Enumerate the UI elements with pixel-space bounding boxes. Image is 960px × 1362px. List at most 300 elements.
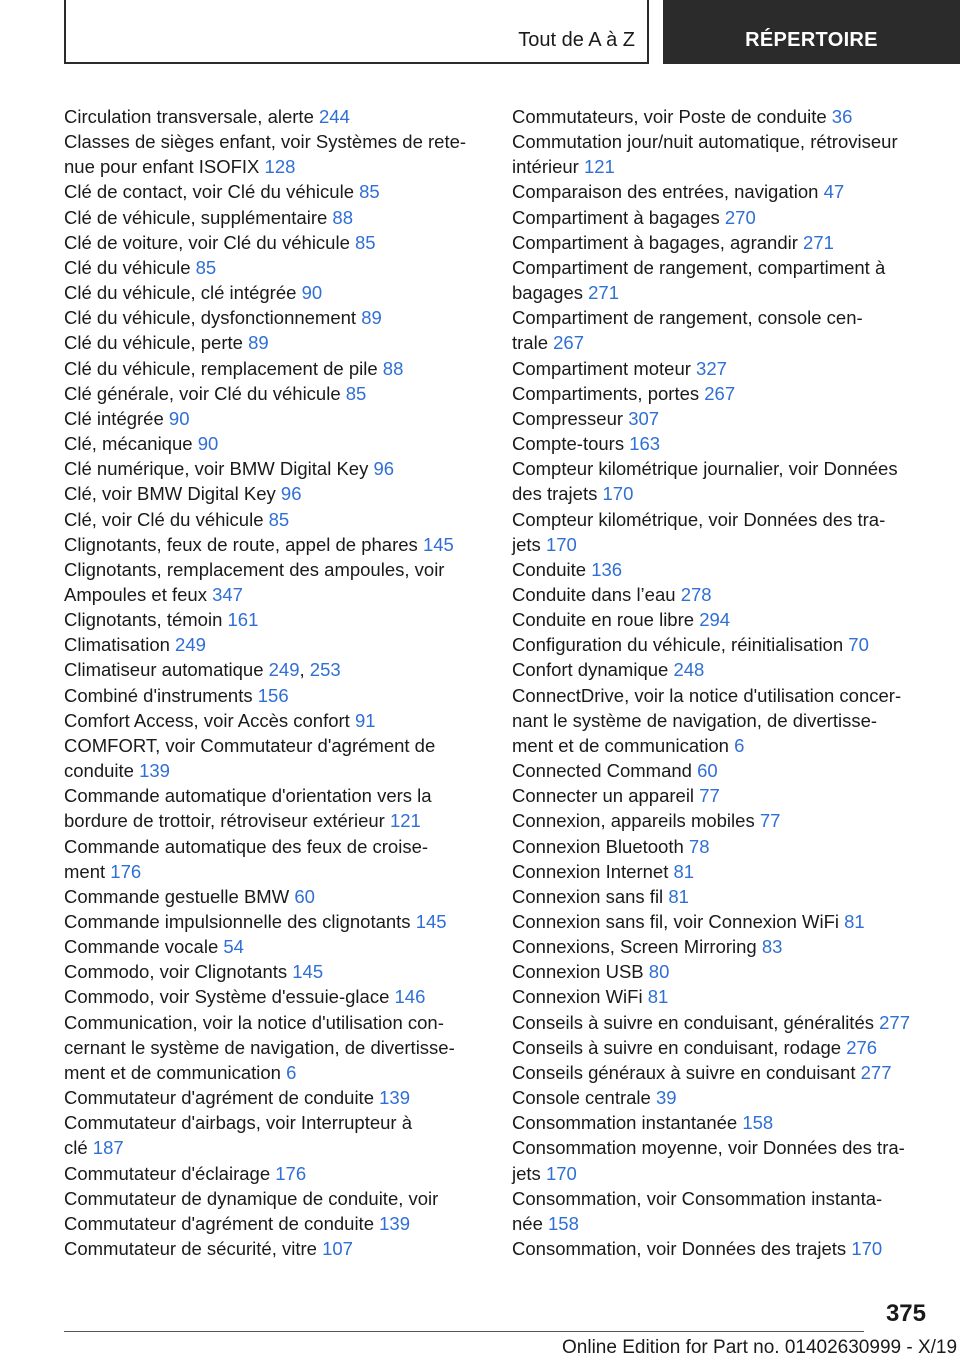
index-entry (64, 708, 482, 733)
index-entry-text: Clé du véhicule, clé intégrée (64, 282, 297, 304)
index-entry-text: Connexion Bluetooth (512, 835, 684, 857)
edition-footer: Online Edition for Part no. 01402630999 - X/19 (562, 1337, 958, 1358)
index-entry-line (512, 607, 932, 632)
index-entry (64, 934, 482, 959)
page-reference-link[interactable]: 145 (292, 961, 324, 983)
index-entry-line (512, 1236, 932, 1261)
index-entry-text: Conseils généraux à suivre en conduisant (512, 1061, 856, 1083)
page-reference-link[interactable]: 158 (742, 1112, 774, 1134)
index-entry-text: Compartiment moteur (512, 357, 691, 379)
index-entry-line (64, 456, 482, 481)
index-entry (512, 104, 932, 129)
index-entry-text: Conduite dans l’eau (512, 583, 676, 605)
index-entry-text: Circulation transversale, alerte (64, 106, 314, 127)
page-reference-link[interactable]: 170 (545, 1162, 577, 1184)
page-reference-link[interactable]: 81 (647, 986, 669, 1008)
index-entry-text: Commutateurs, voir Poste de conduite (512, 106, 827, 127)
index-entry-text: Connexion sans fil, voir Connexion WiFi (512, 911, 839, 932)
page-reference-link[interactable]: 60 (294, 885, 315, 907)
index-entry-text: Commutateur d'airbags, voir Interrupteur à (64, 1112, 412, 1134)
index-entry-text: Consommation, voir Données des trajets (512, 1238, 847, 1260)
index-entry-line (64, 305, 482, 330)
page-reference-link[interactable]: 176 (275, 1162, 307, 1184)
page-reference-link[interactable]: 158 (548, 1212, 579, 1234)
index-entry-text: Clé de véhicule, supplémentaire (64, 206, 328, 228)
index-entry-text: nue pour enfant ISOFIX (64, 156, 260, 178)
index-entry-line (64, 481, 482, 506)
index-entry-line (64, 255, 482, 280)
index-entry-line (512, 205, 932, 230)
index-entry (512, 834, 932, 859)
index-entry-text: Clé, mécanique (64, 433, 193, 455)
index-entry-text: Connexion WiFi (512, 986, 643, 1008)
page-reference-link[interactable]: 85 (195, 256, 217, 278)
index-entry-text: Climatiseur automatique (64, 659, 264, 681)
index-entry-text: trale (512, 332, 548, 354)
page-reference-link[interactable]: 80 (648, 961, 670, 983)
index-entry-line (64, 808, 482, 833)
index-entry-text: bordure de trottoir, rétroviseur extérieur (64, 810, 385, 832)
index-entry-text: Commutateur de sécurité, vitre (64, 1238, 317, 1260)
index-entry-line (512, 758, 932, 783)
index-entry (64, 456, 482, 481)
page-reference-link[interactable]: 96 (280, 483, 302, 505)
index-entry-line (512, 808, 932, 833)
page-reference-link[interactable]: 347 (212, 583, 243, 605)
index-entry-text: née (512, 1212, 543, 1234)
index-entry (64, 632, 482, 657)
index-column-left (64, 104, 482, 1261)
index-entry (64, 783, 482, 833)
index-entry-text: Compartiment à bagages, agrandir (512, 231, 798, 253)
page-reference-link[interactable]: 6 (286, 1061, 297, 1083)
index-entry-text: Clé de contact, voir Clé du véhicule (64, 181, 354, 203)
index-entry (64, 381, 482, 406)
index-entry-line (64, 1035, 482, 1060)
index-entry-text: Commutateur de dynamique de conduite, voir (64, 1187, 439, 1209)
index-entry (64, 179, 482, 204)
index-entry-line (64, 834, 482, 859)
page-reference-link[interactable]: 77 (699, 785, 720, 807)
index-entry (64, 984, 482, 1009)
page-reference-link[interactable]: 271 (803, 231, 834, 253)
index-entry-text: Commutateur d'éclairage (64, 1162, 271, 1184)
header-section-box (64, 0, 649, 64)
page-reference-link[interactable]: 88 (332, 206, 353, 228)
index-entry-text: Clé du véhicule, remplacement de pile (64, 357, 378, 379)
page-reference-link[interactable]: 156 (257, 684, 289, 706)
index-entry-line (64, 909, 482, 934)
page-reference-link[interactable]: 91 (354, 709, 376, 731)
index-entry-text: Compte-tours (512, 433, 625, 455)
index-entry-text: Clé de voiture, voir Clé du véhicule (64, 231, 350, 253)
index-entry-text: ConnectDrive, voir la notice d'utilisation concer- (512, 684, 902, 706)
page-reference-link[interactable]: 81 (673, 860, 695, 882)
index-column-right (512, 104, 932, 1261)
index-entry-text: Commande vocale (64, 936, 219, 958)
page-number: 375 (885, 1300, 926, 1327)
page-reference-link[interactable]: 170 (545, 533, 577, 555)
page-reference-link[interactable]: 89 (248, 332, 269, 354)
page-reference-link[interactable]: 90 (197, 433, 219, 455)
index-entry-text: jets (512, 533, 541, 555)
index-entry-text: Clé, voir BMW Digital Key (64, 483, 276, 505)
page-reference-link[interactable]: 83 (761, 936, 783, 958)
index-entry-line (512, 859, 932, 884)
page-reference-link[interactable]: 128 (264, 156, 296, 178)
page-reference-link[interactable]: 96 (373, 458, 395, 480)
index-entry (512, 1060, 932, 1085)
index-entry-line (64, 1211, 482, 1236)
index-entry-line (512, 884, 932, 909)
page-reference-link[interactable]: 36 (831, 106, 853, 127)
page-reference-link[interactable]: 267 (704, 382, 736, 404)
index-entry-line (512, 481, 932, 506)
index-entry-text: Climatisation (64, 634, 170, 656)
index-entry-text: Combiné d'instruments (64, 684, 253, 706)
page-reference-link[interactable]: 47 (823, 181, 845, 203)
index-entry-line (64, 859, 482, 884)
index-entry-text: Compartiments, portes (512, 382, 700, 404)
page-reference-link[interactable]: 170 (602, 483, 634, 505)
index-entry (64, 305, 482, 330)
index-entry (512, 230, 932, 255)
index-entry (512, 406, 932, 431)
index-entry-line (64, 1060, 482, 1085)
index-entry-line (64, 179, 482, 204)
page-reference-link[interactable]: 278 (680, 583, 712, 605)
index-entry (64, 607, 482, 632)
index-entry (64, 431, 482, 456)
index-entry-line (64, 708, 482, 733)
index-entry (64, 230, 482, 255)
index-entry (512, 356, 932, 381)
page-reference-link[interactable]: 161 (227, 609, 259, 631)
index-entry-line (64, 783, 482, 808)
page-reference-link[interactable]: 78 (688, 835, 710, 857)
page-reference-link[interactable]: 121 (389, 810, 421, 832)
index-entry-text: Communication, voir la notice d'utilisation con- (64, 1011, 444, 1033)
index-entry (64, 1236, 482, 1261)
index-entry (64, 406, 482, 431)
index-entry (512, 758, 932, 783)
index-entry-text: jets (512, 1162, 541, 1184)
index-entry-line (512, 1010, 932, 1035)
index-entry-text: Configuration du véhicule, réinitialisation (512, 634, 844, 656)
index-entry-line (512, 129, 932, 154)
page-reference-link[interactable]: 81 (668, 885, 689, 907)
index-entry-text: Console centrale (512, 1087, 651, 1109)
index-entry-text: Clé, voir Clé du véhicule (64, 508, 264, 530)
index-entry-text: Compartiment de rangement, console cen- (512, 307, 863, 329)
index-entry-line (64, 205, 482, 230)
page-reference-link[interactable]: 85 (345, 382, 367, 404)
index-entry-line (64, 230, 482, 255)
page-reference-link[interactable]: 277 (860, 1061, 892, 1083)
index-entry-line (64, 607, 482, 632)
index-entry-line (512, 1186, 932, 1211)
index-entry-text: Clé du véhicule, perte (64, 332, 243, 354)
index-entry-line (64, 381, 482, 406)
index-entry-line (64, 632, 482, 657)
page-reference-link[interactable]: 54 (223, 936, 244, 958)
index-entry-line (512, 783, 932, 808)
index-entry-line (512, 1060, 932, 1085)
index-entry (512, 456, 932, 506)
index-entry (512, 859, 932, 884)
index-entry-line (512, 959, 932, 984)
index-entry-line (64, 356, 482, 381)
index-entry-text: des trajets (512, 483, 598, 505)
page-reference-link[interactable]: 253 (309, 659, 341, 681)
index-entry-line (64, 1135, 482, 1160)
index-entry (64, 1186, 482, 1236)
index-entry-text: Connecter un appareil (512, 785, 695, 807)
index-entry-text: Comfort Access, voir Accès confort (64, 709, 350, 731)
index-entry-line (512, 1085, 932, 1110)
page-reference-link[interactable]: 271 (588, 282, 619, 304)
index-entry-text: bagages (512, 282, 583, 304)
index-entry-text: Compresseur (512, 407, 624, 429)
index-entry-line (64, 154, 482, 179)
index-entry-text: Commande automatique d'orientation vers la (64, 785, 432, 807)
index-entry-text: Connexion USB (512, 961, 644, 983)
index-entry-text: clé (64, 1137, 88, 1159)
index-entry-text: Connexion sans fil (512, 885, 664, 907)
index-entry (512, 934, 932, 959)
page-reference-link[interactable]: 270 (724, 206, 756, 228)
index-entry (512, 255, 932, 305)
index-entry-text: Clé générale, voir Clé du véhicule (64, 382, 341, 404)
index-entry-line (512, 934, 932, 959)
index-entry-text: Commutateur d'agrément de conduite (64, 1212, 374, 1234)
index-entry-text: Commodo, voir Clignotants (64, 961, 288, 983)
index-entry (64, 1161, 482, 1186)
index-entry (512, 632, 932, 657)
page-reference-link[interactable]: 88 (382, 357, 404, 379)
index-entry (512, 431, 932, 456)
index-entry-text: Clé intégrée (64, 407, 164, 429)
index-entry-line (64, 934, 482, 959)
index-entry-line (512, 330, 932, 355)
page-reference-link[interactable]: 85 (355, 231, 376, 253)
index-entry (64, 884, 482, 909)
index-entry-line (512, 708, 932, 733)
index-entry-text: COMFORT, voir Commutateur d'agrément de (64, 734, 436, 756)
page-reference-link[interactable]: 121 (583, 156, 615, 178)
index-entry-line (512, 179, 932, 204)
index-entry-line (64, 1085, 482, 1110)
page-reference-link[interactable]: 244 (319, 106, 350, 127)
index-entry (64, 657, 482, 682)
index-entry (512, 1010, 932, 1035)
page-reference-link[interactable]: 6 (734, 734, 745, 756)
page-reference-link[interactable]: 145 (422, 533, 454, 555)
page-reference-link[interactable]: 139 (139, 760, 170, 782)
footer-divider (64, 1331, 864, 1332)
index-entry-text: Comparaison des entrées, navigation (512, 181, 819, 203)
page-reference-link[interactable]: 249 (175, 634, 206, 656)
index-entry-text: Clé du véhicule, dysfonctionnement (64, 307, 357, 329)
index-entry-line (512, 1161, 932, 1186)
index-entry (512, 1110, 932, 1135)
index-entry-text: Clignotants, témoin (64, 609, 223, 631)
page-reference-link[interactable]: 60 (697, 760, 718, 782)
index-entry (512, 1186, 932, 1236)
index-entry-line (64, 683, 482, 708)
tab-title: RÉPERTOIRE (745, 29, 878, 51)
index-entry-line (512, 1211, 932, 1236)
page-reference-link[interactable]: 248 (673, 659, 705, 681)
page-reference-link[interactable]: 81 (844, 911, 865, 932)
index-entry (512, 1085, 932, 1110)
index-entry-text: Confort dynamique (512, 659, 669, 681)
index-entry (64, 532, 482, 557)
index-entry-text: Compteur kilométrique, voir Données des tra- (512, 508, 886, 530)
page-reference-link[interactable]: 327 (696, 357, 727, 379)
index-entry-text: ment et de communication (64, 1061, 281, 1083)
page-reference-link[interactable]: 107 (322, 1238, 353, 1260)
index-entry-line (64, 959, 482, 984)
index-entry-line (512, 154, 932, 179)
page-reference-link[interactable]: 85 (268, 508, 290, 530)
index-entry-line (64, 1161, 482, 1186)
index-entry (64, 733, 482, 783)
page-reference-link[interactable]: 145 (415, 911, 447, 932)
page-reference-link[interactable]: 187 (92, 1137, 124, 1159)
index-entry (512, 1035, 932, 1060)
page-reference-link[interactable]: 39 (655, 1087, 677, 1109)
page-reference-link[interactable]: 70 (848, 634, 869, 656)
index-entry (64, 909, 482, 934)
index-entry-text: Commutation jour/nuit automatique, rétroviseur (512, 131, 898, 153)
index-entry (64, 557, 482, 607)
page-reference-link[interactable]: 267 (553, 332, 585, 354)
index-entry-text: Connected Command (512, 760, 692, 782)
index-entry (64, 481, 482, 506)
page-reference-link[interactable]: 139 (379, 1087, 410, 1109)
index-entry (512, 959, 932, 984)
index-entry-line (512, 582, 932, 607)
index-entry-line (512, 431, 932, 456)
page-reference-link[interactable]: 77 (759, 810, 781, 832)
index-entry (512, 507, 932, 557)
index-entry (512, 381, 932, 406)
index-entry (512, 984, 932, 1009)
index-entry-line (512, 305, 932, 330)
index-entry (512, 783, 932, 808)
index-entry (512, 808, 932, 833)
index-entry (512, 607, 932, 632)
index-entry (512, 305, 932, 355)
index-entry-line (512, 909, 932, 934)
index-entry-text: Conseils à suivre en conduisant, généralités (512, 1011, 874, 1033)
index-entry-line (512, 683, 932, 708)
page-reference-link[interactable]: 170 (851, 1238, 883, 1260)
index-entry-text: Commodo, voir Système d'essuie-glace (64, 986, 390, 1008)
index-entry-line (64, 758, 482, 783)
index-entry-line (512, 632, 932, 657)
section-title: Tout de A à Z (518, 29, 635, 51)
page-reference-link[interactable]: 146 (394, 986, 426, 1008)
index-entry (64, 834, 482, 884)
index-entry-line (512, 255, 932, 280)
page-reference-link[interactable]: 277 (879, 1011, 911, 1033)
index-entry-line (64, 733, 482, 758)
page-reference-link[interactable]: 90 (301, 282, 323, 304)
index-entry-text: Classes de sièges enfant, voir Systèmes de rete- (64, 131, 467, 153)
index-entry-line (512, 507, 932, 532)
page-reference-link[interactable]: 90 (168, 407, 190, 429)
page-reference-link[interactable]: 176 (110, 860, 142, 882)
index-entry (512, 582, 932, 607)
index-entry (64, 280, 482, 305)
page-reference-link[interactable]: 139 (379, 1212, 410, 1234)
index-entry-text: Compartiment de rangement, compartiment à (512, 256, 886, 278)
index-entry-text: Clignotants, remplacement des ampoules, voir (64, 558, 445, 580)
index-entry (512, 884, 932, 909)
index-entry-line (512, 356, 932, 381)
index-entry-text: Commande automatique des feux de croise- (64, 835, 429, 857)
page-reference-link[interactable]: 249 (268, 659, 300, 681)
index-entry-text: ment (64, 860, 106, 882)
index-entry-text: Connexion, appareils mobiles (512, 810, 755, 832)
index-entry (64, 683, 482, 708)
index-entry (64, 205, 482, 230)
page-reference-link[interactable]: 136 (591, 558, 623, 580)
index-entry (512, 683, 932, 758)
index-entry-line (512, 657, 932, 682)
index-entry-line (64, 984, 482, 1009)
index-entry-line: Climatiseur automatique 249, 253 (64, 659, 341, 681)
index-entry (64, 356, 482, 381)
index-entry (512, 129, 932, 179)
index-entry (64, 255, 482, 280)
index-entry-text: Clignotants, feux de route, appel de phares (64, 533, 418, 555)
index-entry (64, 1010, 482, 1085)
page-reference-link[interactable]: 307 (628, 407, 660, 429)
index-entry-line (64, 104, 482, 129)
index-entry-line (64, 406, 482, 431)
index-entry-line (512, 381, 932, 406)
page-reference-link[interactable]: 85 (359, 181, 380, 203)
index-entry-line (64, 884, 482, 909)
index-entry (512, 205, 932, 230)
index-entry-line (64, 1110, 482, 1135)
index-entry-line (512, 104, 932, 129)
index-entry (64, 129, 482, 179)
index-entry-text: ment et de communication (512, 734, 729, 756)
index-entry-text: Clé du véhicule (64, 256, 191, 278)
index-entry-line (64, 582, 482, 607)
index-entry-line (64, 1236, 482, 1261)
index-entry-text: conduite (64, 760, 134, 782)
index-entry (64, 507, 482, 532)
index-entry (512, 179, 932, 204)
page-reference-link[interactable]: 163 (629, 433, 661, 455)
index-entry-text: intérieur (512, 156, 579, 178)
index-entry (64, 959, 482, 984)
index-entry-line (64, 507, 482, 532)
header-tab[interactable] (663, 0, 960, 64)
page-reference-link[interactable]: 89 (361, 307, 382, 329)
page-reference-link[interactable]: 294 (699, 609, 731, 631)
index-entry (64, 330, 482, 355)
index-entry-text: cernant le système de navigation, de divertisse- (64, 1036, 455, 1058)
index-entry-line (64, 1186, 482, 1211)
index-entry (512, 1236, 932, 1261)
page-reference-link[interactable]: 276 (846, 1036, 878, 1058)
